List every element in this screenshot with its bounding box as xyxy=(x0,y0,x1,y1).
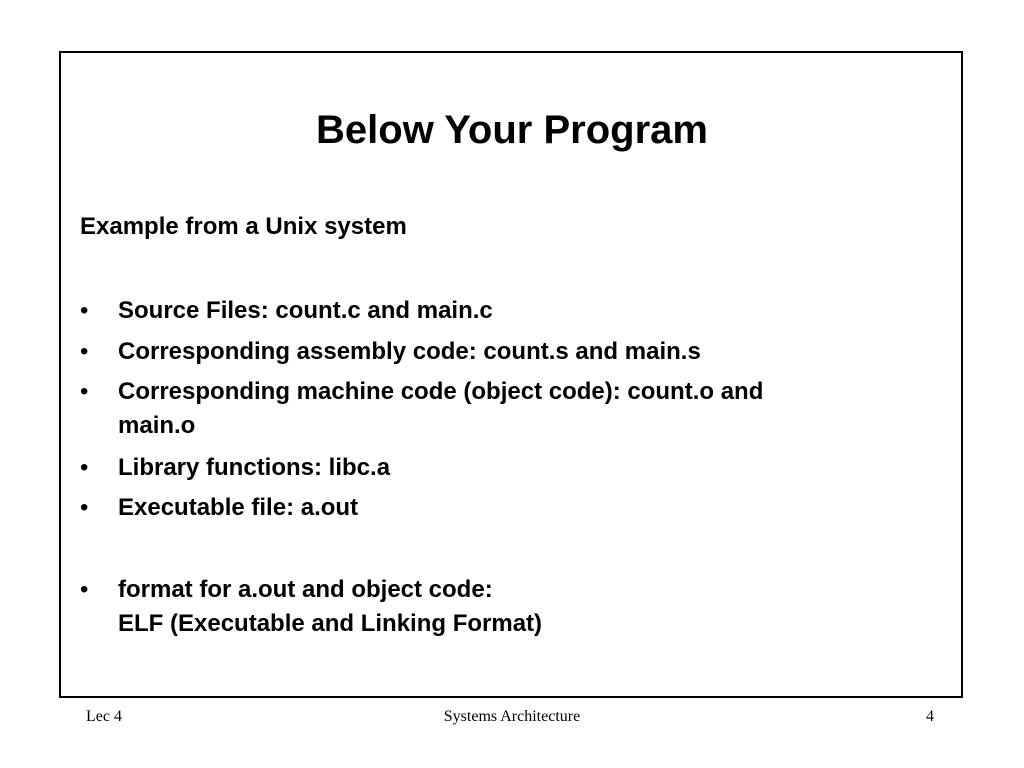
bullet-icon: • xyxy=(80,338,89,365)
bullet-line: Corresponding assembly code: count.s and main.s xyxy=(118,338,701,365)
bullet-text xyxy=(118,375,918,443)
slide-subtitle: Example from a Unix system xyxy=(80,213,407,240)
bullet-text xyxy=(118,491,918,525)
bullet-text xyxy=(118,573,918,641)
footer-page-number: 4 xyxy=(926,708,934,725)
bullet-line: Corresponding machine code (object code): count.o and xyxy=(118,378,764,405)
bullet-line: main.o xyxy=(118,412,196,439)
bullet-icon: • xyxy=(80,297,89,324)
bullet-line: Executable file: a.out xyxy=(118,494,359,521)
bullet-line: format for a.out and object code: xyxy=(118,576,493,603)
footer-lecture: Lec 4 xyxy=(86,708,122,725)
bullet-icon: • xyxy=(80,576,89,603)
bullet-icon: • xyxy=(80,494,89,521)
bullet-text xyxy=(118,451,918,485)
slide-title: Below Your Program xyxy=(316,108,708,152)
bullet-line: ELF (Executable and Linking Format) xyxy=(118,610,543,637)
bullet-icon: • xyxy=(80,378,89,405)
bullet-line: Library functions: libc.a xyxy=(118,454,391,481)
footer-course-title: Systems Architecture xyxy=(443,708,581,725)
bullet-text xyxy=(118,335,918,369)
bullet-icon: • xyxy=(80,454,89,481)
bullet-line: Source Files: count.c and main.c xyxy=(118,297,493,324)
bullet-text xyxy=(118,294,918,328)
